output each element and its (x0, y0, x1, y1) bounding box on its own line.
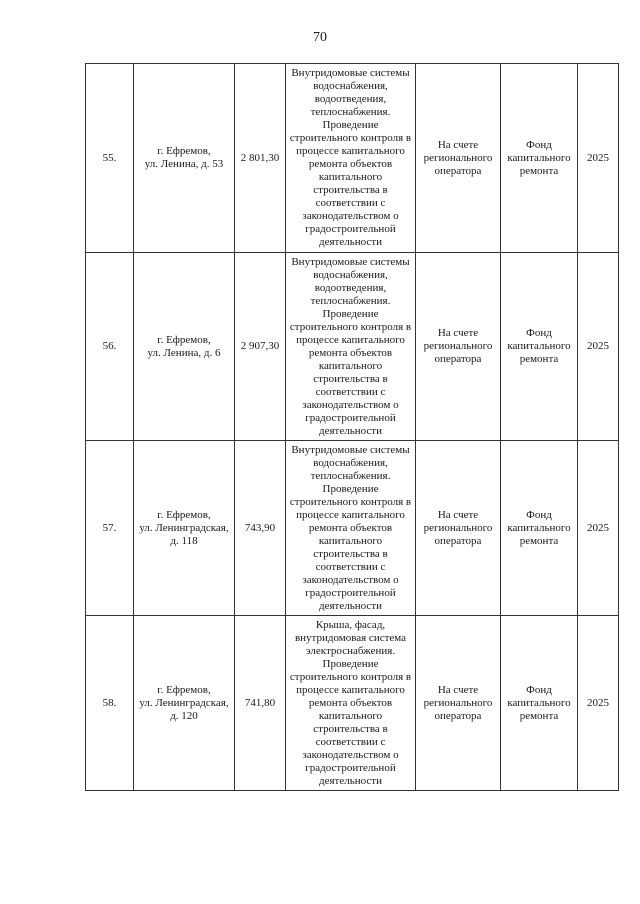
row-account: На счете регионального оператора (416, 441, 501, 616)
row-funding-source: Фонд капитального ремонта (501, 253, 578, 441)
row-address: г. Ефремов, ул. Ленина, д. 53 (134, 64, 235, 253)
row-work-description: Внутридомовые системы водоснабжения, теплоснабжения. Проведение строительного контроля в процессе капитального ремонта объектов капитального строительства в соответствии с законодательством о градостроительной деятельности (286, 441, 416, 616)
table-row (86, 253, 619, 441)
row-work-description: Крыша, фасад, внутридомовая система электроснабжения. Проведение строительного контроля в процессе капитального ремонта объектов капитального строительства в соответствии с законодательством о градостроительной деятельности (286, 616, 416, 791)
row-year: 2025 (578, 253, 619, 441)
row-number: 58. (86, 616, 134, 791)
table-row (86, 64, 619, 253)
row-number: 57. (86, 441, 134, 616)
row-address: г. Ефремов, ул. Ленина, д. 6 (134, 253, 235, 441)
row-number: 56. (86, 253, 134, 441)
row-number: 55. (86, 64, 134, 253)
row-cost: 743,90 (235, 441, 286, 616)
row-account: На счете регионального оператора (416, 253, 501, 441)
row-year: 2025 (578, 441, 619, 616)
row-year: 2025 (578, 64, 619, 253)
table-row (86, 441, 619, 616)
row-work-description: Внутридомовые системы водоснабжения, водоотведения, теплоснабжения. Проведение строительного контроля в процессе капитального ремонта объектов капитального строительства в соответствии с законодательством о градостроительной деятельности (286, 64, 416, 253)
page-number: 70 (313, 30, 327, 45)
row-funding-source: Фонд капитального ремонта (501, 616, 578, 791)
row-cost: 2 907,30 (235, 253, 286, 441)
table-row (86, 616, 619, 791)
row-cost: 2 801,30 (235, 64, 286, 253)
row-year: 2025 (578, 616, 619, 791)
row-funding-source: Фонд капитального ремонта (501, 441, 578, 616)
row-address: г. Ефремов, ул. Ленинградская, д. 120 (134, 616, 235, 791)
row-account: На счете регионального оператора (416, 64, 501, 253)
row-address: г. Ефремов, ул. Ленинградская, д. 118 (134, 441, 235, 616)
row-account: На счете регионального оператора (416, 616, 501, 791)
row-funding-source: Фонд капитального ремонта (501, 64, 578, 253)
row-work-description: Внутридомовые системы водоснабжения, водоотведения, теплоснабжения. Проведение строительного контроля в процессе капитального ремонта объектов капитального строительства в соответствии с законодательством о градостроительной деятельности (286, 253, 416, 441)
capital-repair-table (85, 63, 619, 791)
row-cost: 741,80 (235, 616, 286, 791)
